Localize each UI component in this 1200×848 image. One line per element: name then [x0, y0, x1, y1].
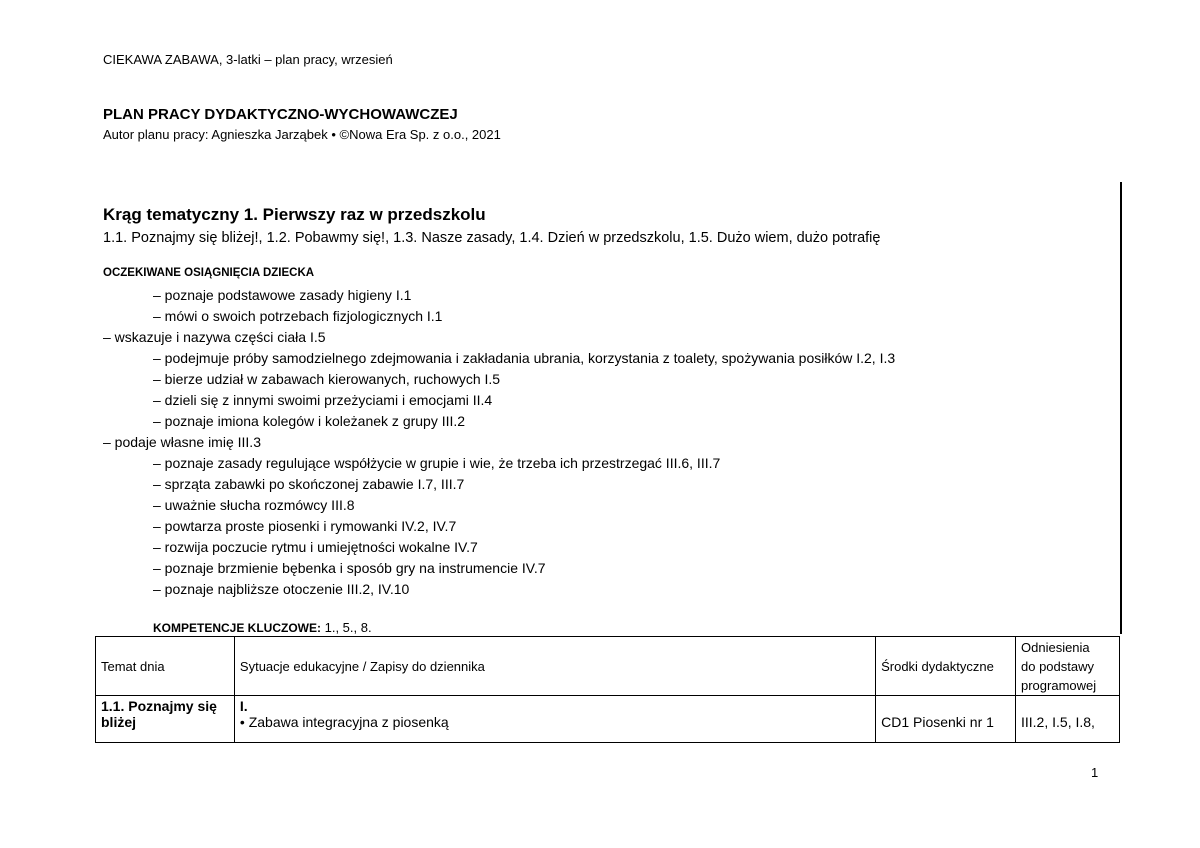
- outcome-item: – uważnie słucha rozmówcy III.8: [153, 497, 355, 513]
- col-header-references: [1016, 637, 1120, 696]
- day-topic-line: 1.1. Poznajmy się: [101, 698, 217, 714]
- col-header-situations: Sytuacje edukacyjne / Zapisy do dziennika: [234, 637, 875, 696]
- table-row: [96, 696, 1120, 743]
- outcome-item: – powtarza proste piosenki i rymowanki IV.2, IV.7: [153, 518, 457, 534]
- references-text: III.2, I.5, I.8,: [1021, 714, 1095, 730]
- document-author: Autor planu pracy: Agnieszka Jarząbek • ©Nowa Era Sp. z o.o., 2021: [103, 127, 501, 142]
- ref-header-line: Odniesienia: [1021, 639, 1090, 655]
- day-topic-line: bliżej: [101, 714, 137, 730]
- table-header-row: [96, 637, 1120, 696]
- outcome-item: – rozwija poczucie rytmu i umiejętności wokalne IV.7: [153, 539, 478, 555]
- outcome-item: – podaje własne imię III.3: [103, 434, 261, 450]
- document-title: PLAN PRACY DYDAKTYCZNO-WYCHOWAWCZEJ: [103, 106, 458, 123]
- outcome-item: – wskazuje i nazywa części ciała I.5: [103, 329, 326, 345]
- key-competences-label: KOMPETENCJE KLUCZOWE:: [153, 621, 321, 635]
- running-header: CIEKAWA ZABAWA, 3-latki – plan pracy, wrzesień: [103, 52, 393, 67]
- references-cell: [1016, 696, 1120, 743]
- outcome-item: – poznaje zasady regulujące współżycie w grupie i wie, że trzeba ich przestrzegać III.6, III.7: [153, 455, 721, 471]
- outcome-item: – poznaje brzmienie bębenka i sposób gry na instrumencie IV.7: [153, 560, 546, 576]
- outcome-item: – poznaje najbliższe otoczenie III.2, IV.10: [153, 581, 410, 597]
- theme-title: Krąg tematyczny 1. Pierwszy raz w przedszkolu: [103, 205, 486, 224]
- outcome-item: – podejmuje próby samodzielnego zdejmowania i zakładania ubrania, korzystania z toalety, spożywania posiłków I.2, I.3: [153, 350, 896, 366]
- means-cell: [876, 696, 1016, 743]
- outcome-item: – dzieli się z innymi swoimi przeżyciami i emocjami II.4: [153, 392, 493, 408]
- situation-text: • Zabawa integracyjna z piosenką: [239, 714, 449, 730]
- outcome-item: – bierze udział w zabawach kierowanych, ruchowych I.5: [153, 371, 501, 387]
- theme-subtitle: 1.1. Poznajmy się bliżej!, 1.2. Pobawmy się!, 1.3. Nasze zasady, 1.4. Dzień w przedszkolu, 1.5. Dużo wiem, dużo potrafię: [103, 230, 881, 246]
- outcome-item: – mówi o swoich potrzebach fizjologicznych I.1: [153, 308, 443, 324]
- outcome-item: – sprząta zabawki po skończonej zabawie I.7, III.7: [153, 476, 465, 492]
- outcomes-heading: OCZEKIWANE OSIĄGNIĘCIA DZIECKA: [103, 267, 315, 279]
- ref-header-line: do podstawy: [1021, 658, 1094, 674]
- right-border-rule: [1120, 182, 1122, 634]
- key-competences: [153, 620, 372, 635]
- outcome-item: – poznaje imiona kolegów i koleżanek z grupy III.2: [153, 413, 466, 429]
- situation-number: I.: [239, 698, 248, 714]
- ref-header-line: programowej: [1021, 677, 1097, 693]
- col-header-day: Temat dnia: [96, 637, 235, 696]
- situation-cell: [234, 696, 875, 743]
- day-topic-cell: [96, 696, 235, 743]
- outcome-item: – poznaje podstawowe zasady higieny I.1: [153, 287, 412, 303]
- col-header-means: Środki dydaktyczne: [876, 637, 1016, 696]
- means-text: CD1 Piosenki nr 1: [881, 714, 994, 730]
- key-competences-value: 1., 5., 8.: [321, 620, 372, 635]
- page-number: 1: [1091, 765, 1099, 780]
- plan-table: [95, 636, 1120, 743]
